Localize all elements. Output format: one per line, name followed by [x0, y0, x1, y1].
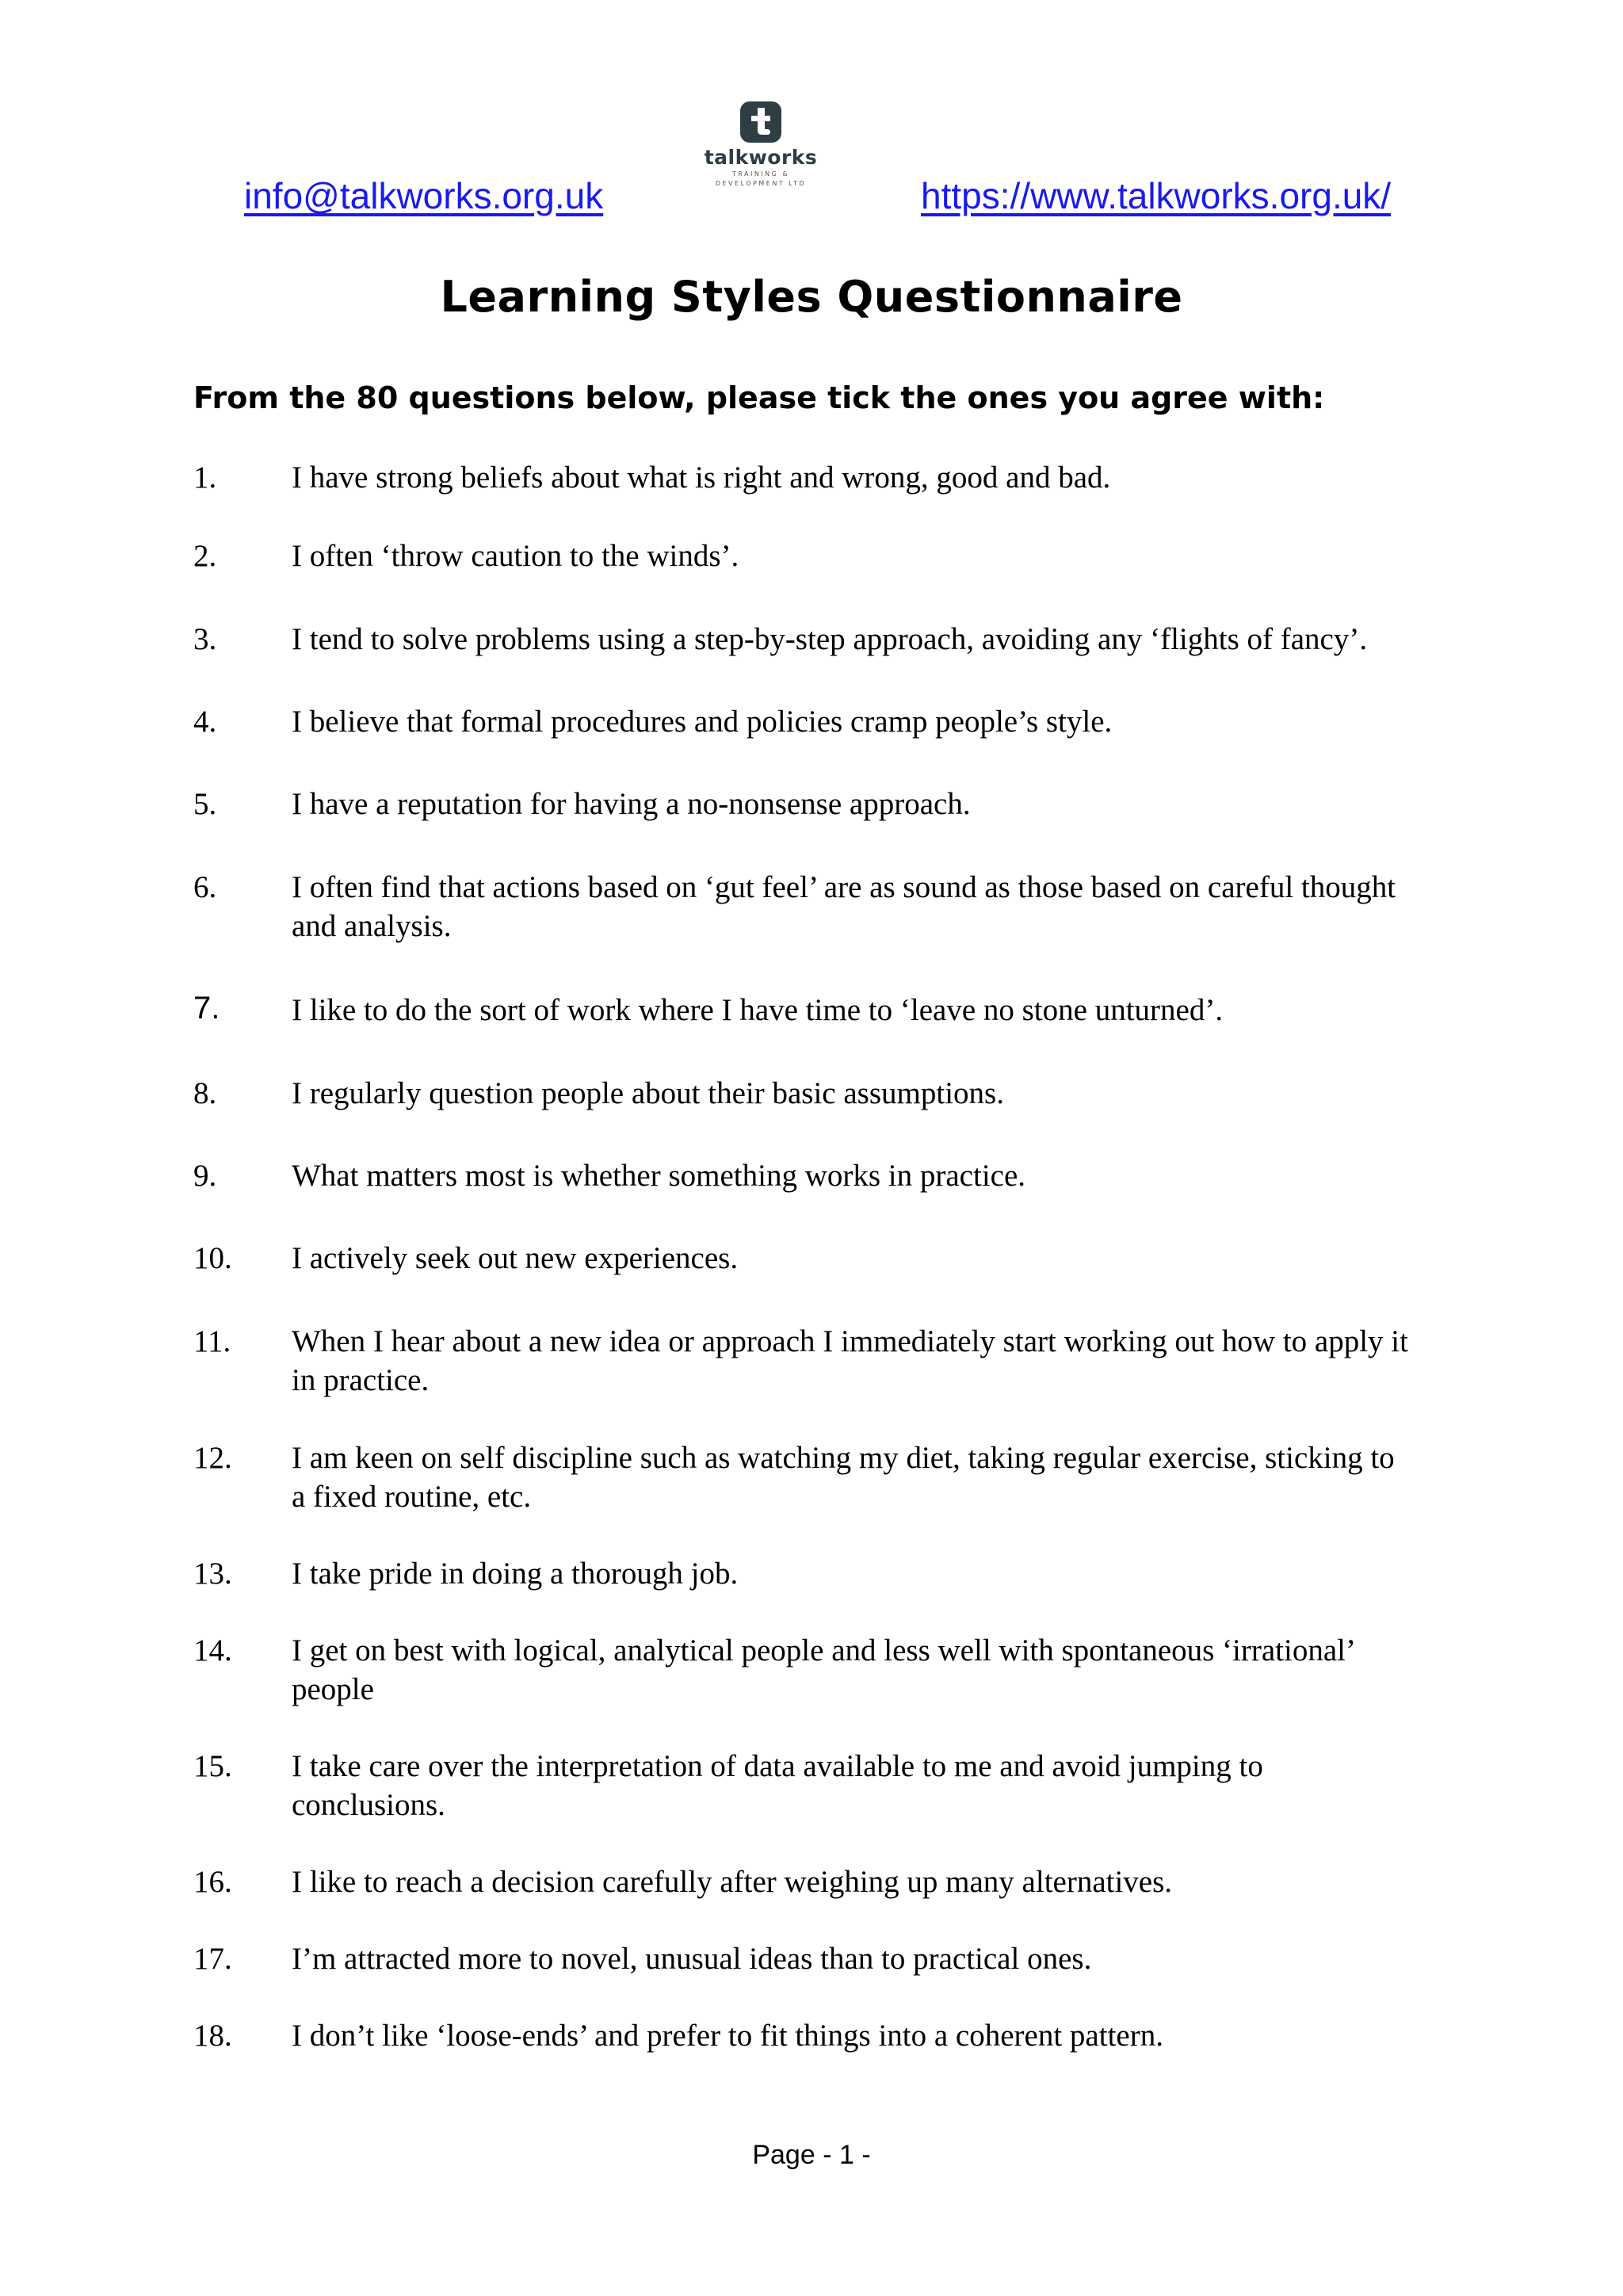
- page-number-footer: Page - 1 -: [752, 2140, 871, 2170]
- talkworks-t-logo-icon: [740, 101, 781, 143]
- question-line: conclusions.: [292, 1788, 445, 1822]
- question-number: 17.: [193, 1942, 232, 1976]
- question-line: I believe that formal procedures and policies cramp people’s style.: [292, 705, 1113, 739]
- logo-subtitle-line2: DEVELOPMENT LTD: [715, 180, 807, 187]
- logo-subtitle-line1: TRAINING &: [731, 170, 790, 178]
- question-text: [292, 2016, 1480, 2055]
- question-line: people: [292, 1672, 374, 1706]
- question-text: [292, 1939, 1480, 1978]
- question-line: I actively seek out new experiences.: [292, 1241, 739, 1275]
- question-line: I like to reach a decision carefully after weighing up many alternatives.: [292, 1865, 1173, 1899]
- question-line: I tend to solve problems using a step-by-step approach, avoiding any ‘flights of fancy’.: [292, 622, 1368, 656]
- question-line: I often ‘throw caution to the winds’.: [292, 539, 739, 573]
- page-header: [0, 0, 1623, 238]
- question-number: 8.: [193, 1076, 217, 1110]
- question-text: [292, 868, 1480, 946]
- website-link[interactable]: https://www.talkworks.org.uk/: [921, 175, 1392, 216]
- question-line: I take pride in doing a thorough job.: [292, 1557, 739, 1591]
- question-number: 15.: [193, 1749, 232, 1783]
- question-number: 13.: [193, 1557, 232, 1591]
- talkworks-logo: [697, 101, 824, 212]
- question-line: I often find that actions based on ‘gut feel’ are as sound as those based on careful thought: [292, 870, 1396, 904]
- email-link[interactable]: info@talkworks.org.uk: [244, 175, 604, 216]
- question-text: [292, 1747, 1480, 1824]
- question-number: 7.: [193, 991, 220, 1026]
- question-line: When I hear about a new idea or approach I immediately start working out how to apply it: [292, 1324, 1408, 1358]
- question-line: I like to do the sort of work where I have time to ‘leave no stone unturned’.: [292, 993, 1224, 1027]
- question-line: a fixed routine, etc.: [292, 1480, 532, 1514]
- question-line: I’m attracted more to novel, unusual ideas than to practical ones.: [292, 1942, 1092, 1976]
- question-text: [292, 620, 1480, 659]
- question-text: [292, 458, 1480, 497]
- question-number: 18.: [193, 2019, 232, 2053]
- question-number: 11.: [193, 1324, 231, 1358]
- question-text: [292, 1862, 1480, 1901]
- question-text: [292, 537, 1480, 575]
- question-number: 4.: [193, 705, 217, 739]
- question-text: [292, 1554, 1480, 1593]
- question-line: and analysis.: [292, 909, 452, 943]
- question-line: What matters most is whether something works in practice.: [292, 1159, 1026, 1193]
- question-number: 14.: [193, 1633, 232, 1668]
- question-line: I get on best with logical, analytical people and less well with spontaneous ‘irrational’: [292, 1633, 1356, 1668]
- question-text: [292, 702, 1480, 741]
- question-number: 3.: [193, 622, 217, 656]
- question-line: in practice.: [292, 1363, 430, 1397]
- question-text: [292, 1074, 1480, 1113]
- question-line: I regularly question people about their basic assumptions.: [292, 1076, 1004, 1110]
- page-title: Learning Styles Questionnaire: [440, 272, 1183, 322]
- question-text: [292, 1239, 1480, 1278]
- question-text: [292, 1156, 1480, 1195]
- question-line: I have strong beliefs about what is right and wrong, good and bad.: [292, 460, 1111, 495]
- question-text: [292, 785, 1480, 823]
- question-number: 1.: [193, 460, 217, 495]
- question-number: 16.: [193, 1865, 232, 1899]
- question-number: 10.: [193, 1241, 232, 1275]
- question-line: I don’t like ‘loose-ends’ and prefer to fit things into a coherent pattern.: [292, 2019, 1163, 2053]
- question-number: 9.: [193, 1159, 217, 1193]
- question-text: [292, 991, 1480, 1030]
- question-number: 12.: [193, 1441, 232, 1475]
- logo-name: talkworks: [704, 146, 818, 169]
- question-number: 6.: [193, 870, 217, 904]
- question-text: [292, 1631, 1480, 1709]
- question-number: 5.: [193, 787, 217, 821]
- question-line: I have a reputation for having a no-nonsense approach.: [292, 787, 971, 821]
- question-text: [292, 1322, 1480, 1400]
- question-line: I take care over the interpretation of data available to me and avoid jumping to: [292, 1749, 1263, 1783]
- instructions-heading: From the 80 questions below, please tick the ones you agree with:: [193, 380, 1325, 415]
- question-number: 2.: [193, 539, 217, 573]
- question-text: [292, 1438, 1480, 1516]
- question-line: I am keen on self discipline such as watching my diet, taking regular exercise, sticking to: [292, 1441, 1395, 1475]
